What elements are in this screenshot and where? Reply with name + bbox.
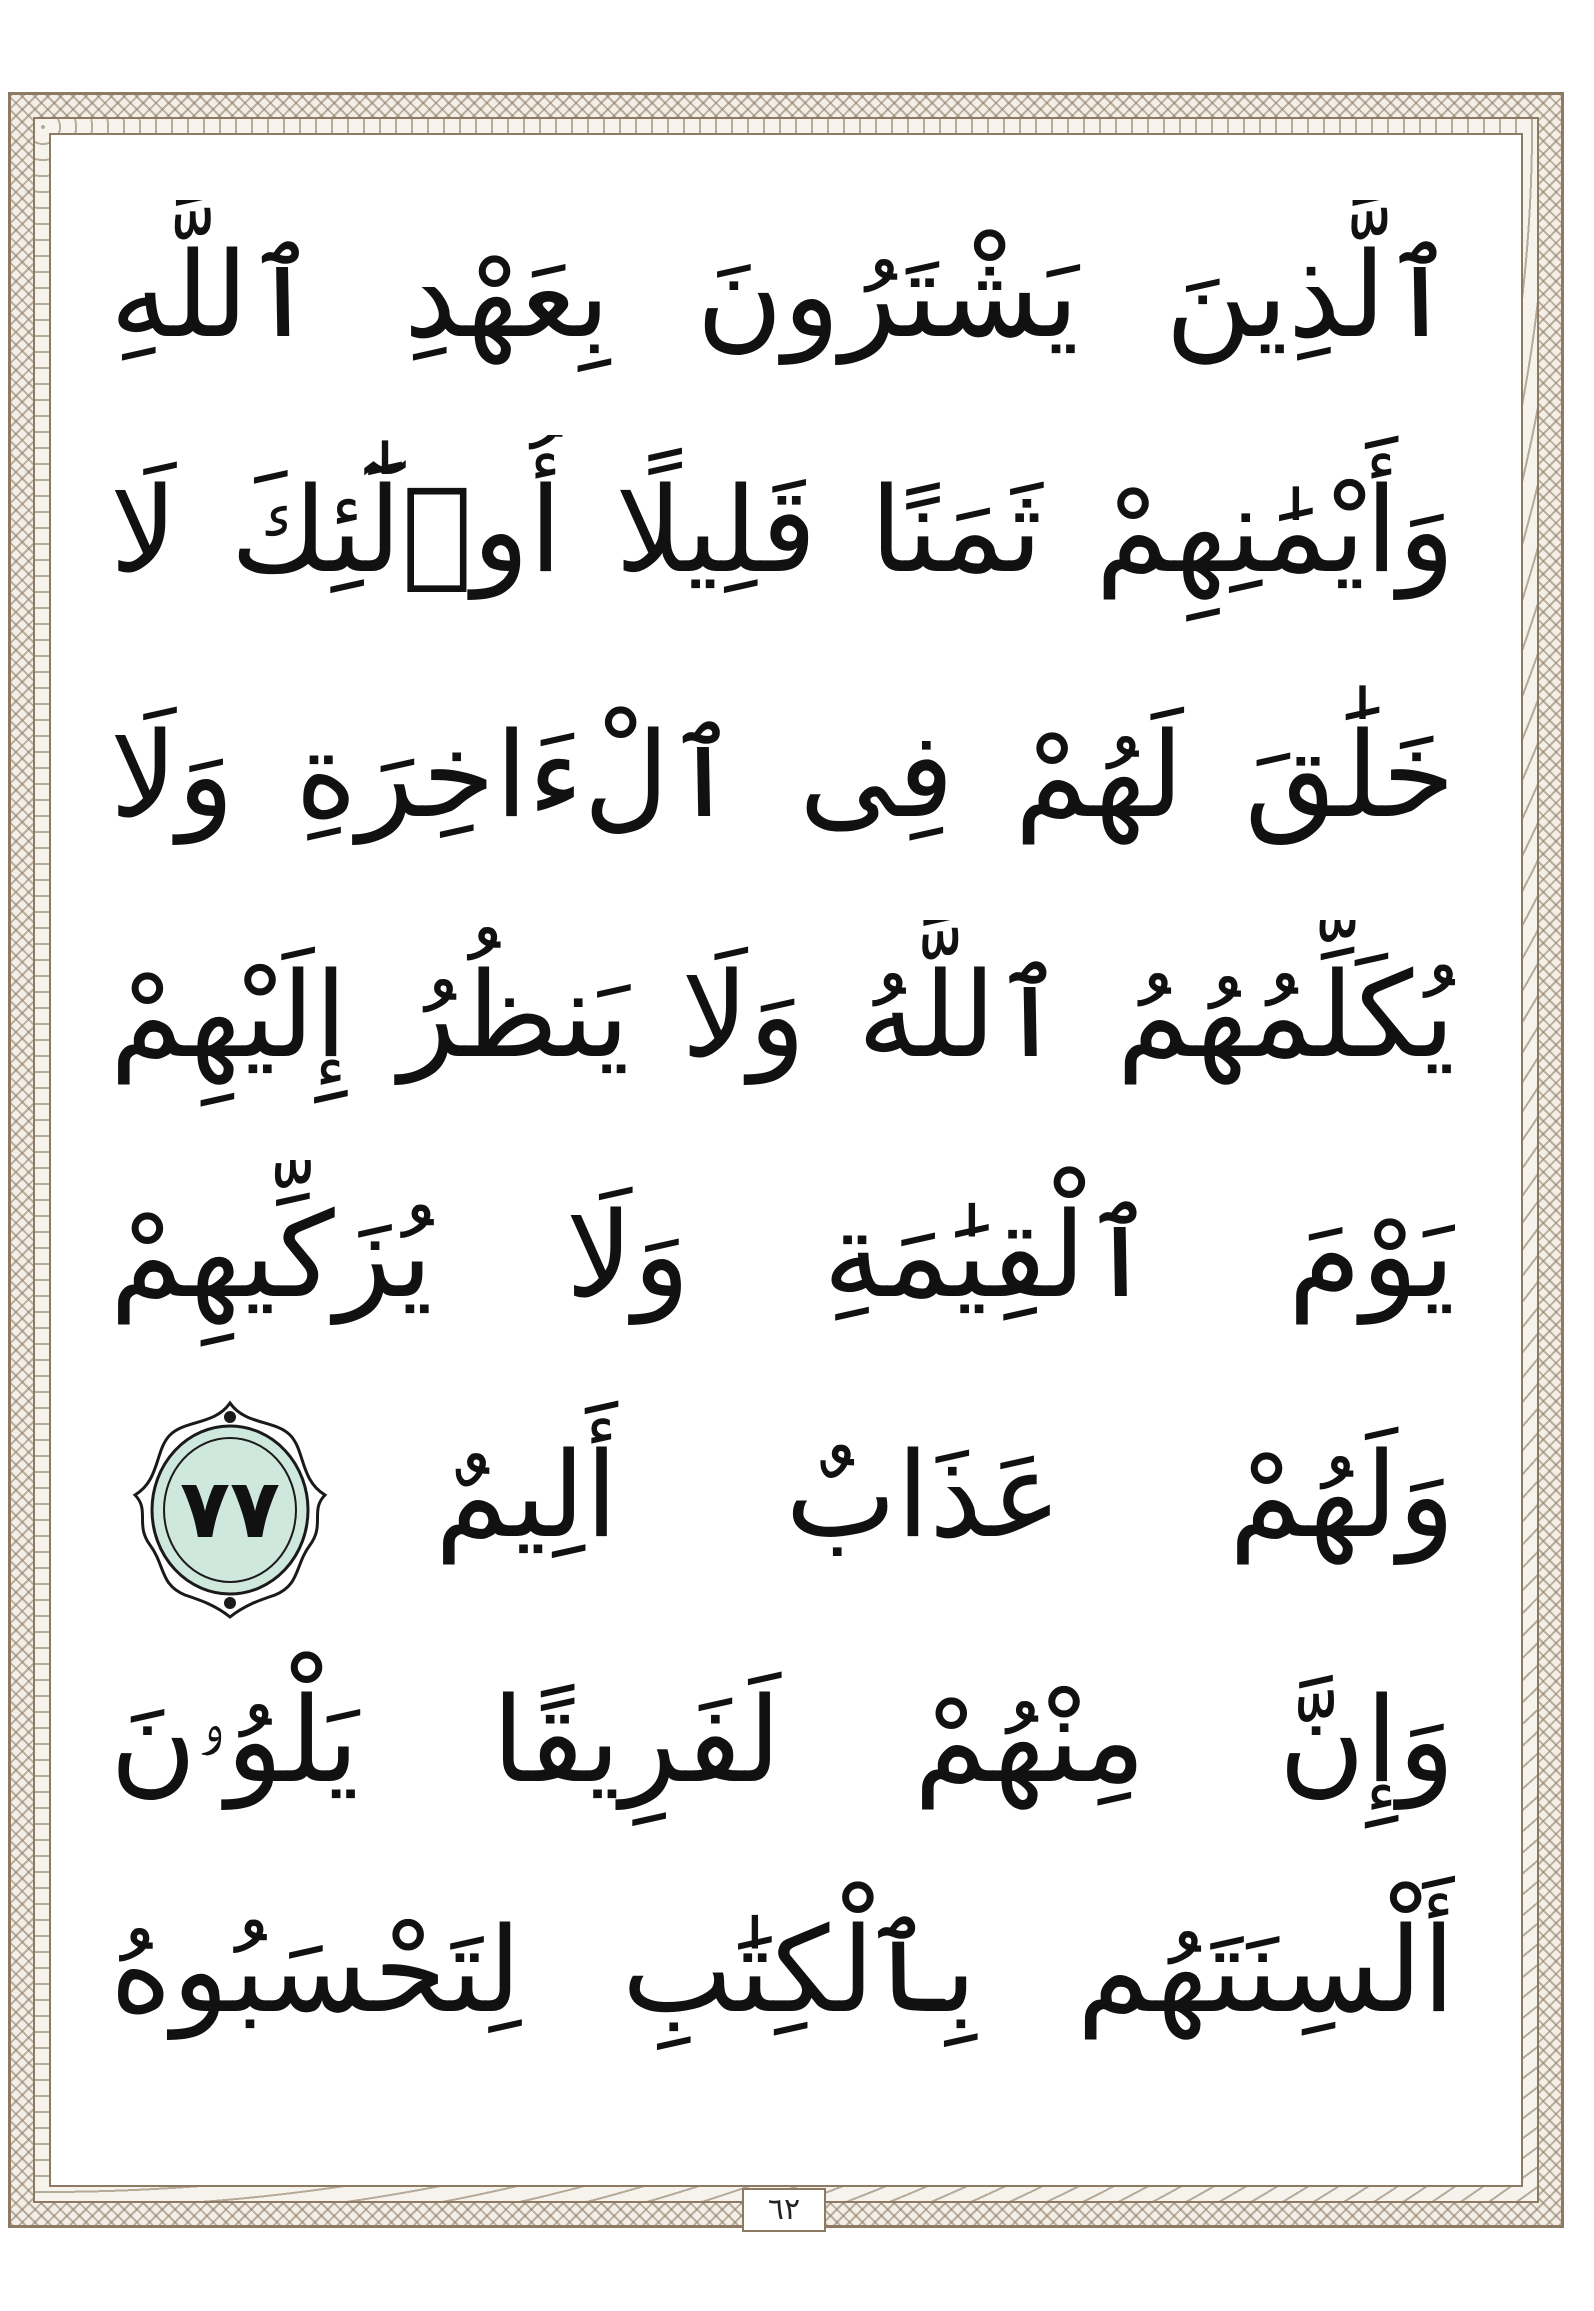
page-number-box — [742, 2188, 826, 2232]
quran-text-block — [110, 185, 1455, 2065]
text-line-2: وَأَيْمَٰنِهِمْ ثَمَنًا قَلِيلًا أُو۟لَٰٓئِكَ لَا — [110, 461, 1455, 599]
text-line-1: ٱلَّذِينَ يَشْتَرُونَ بِعَهْدِ ٱللَّهِ — [110, 226, 1455, 364]
text-line-8: أَلْسِنَتَهُم بِٱلْكِتَٰبِ لِتَحْسَبُوهُ — [110, 1901, 1455, 2039]
verse-end-marker — [125, 1395, 335, 1625]
text-line-5: يَوْمَ ٱلْقِيَٰمَةِ وَلَا يُزَكِّيهِمْ — [110, 1186, 1455, 1324]
text-line-6: وَلَهُمْ عَذَابٌ أَلِيمٌ — [435, 1426, 1455, 1564]
page-number: ٦٢ — [767, 2192, 801, 2227]
text-line-4: يُكَلِّمُهُمُ ٱللَّهُ وَلَا يَنظُرُ إِلَيْهِمْ — [110, 946, 1455, 1084]
text-line-7: وَإِنَّ مِنْهُمْ لَفَرِيقًا يَلْوُۥنَ — [110, 1671, 1455, 1809]
verse-number: ٧٧ — [179, 1462, 281, 1557]
text-line-3: خَلَٰقَ لَهُمْ فِى ٱلْءَاخِرَةِ وَلَا — [110, 706, 1455, 844]
